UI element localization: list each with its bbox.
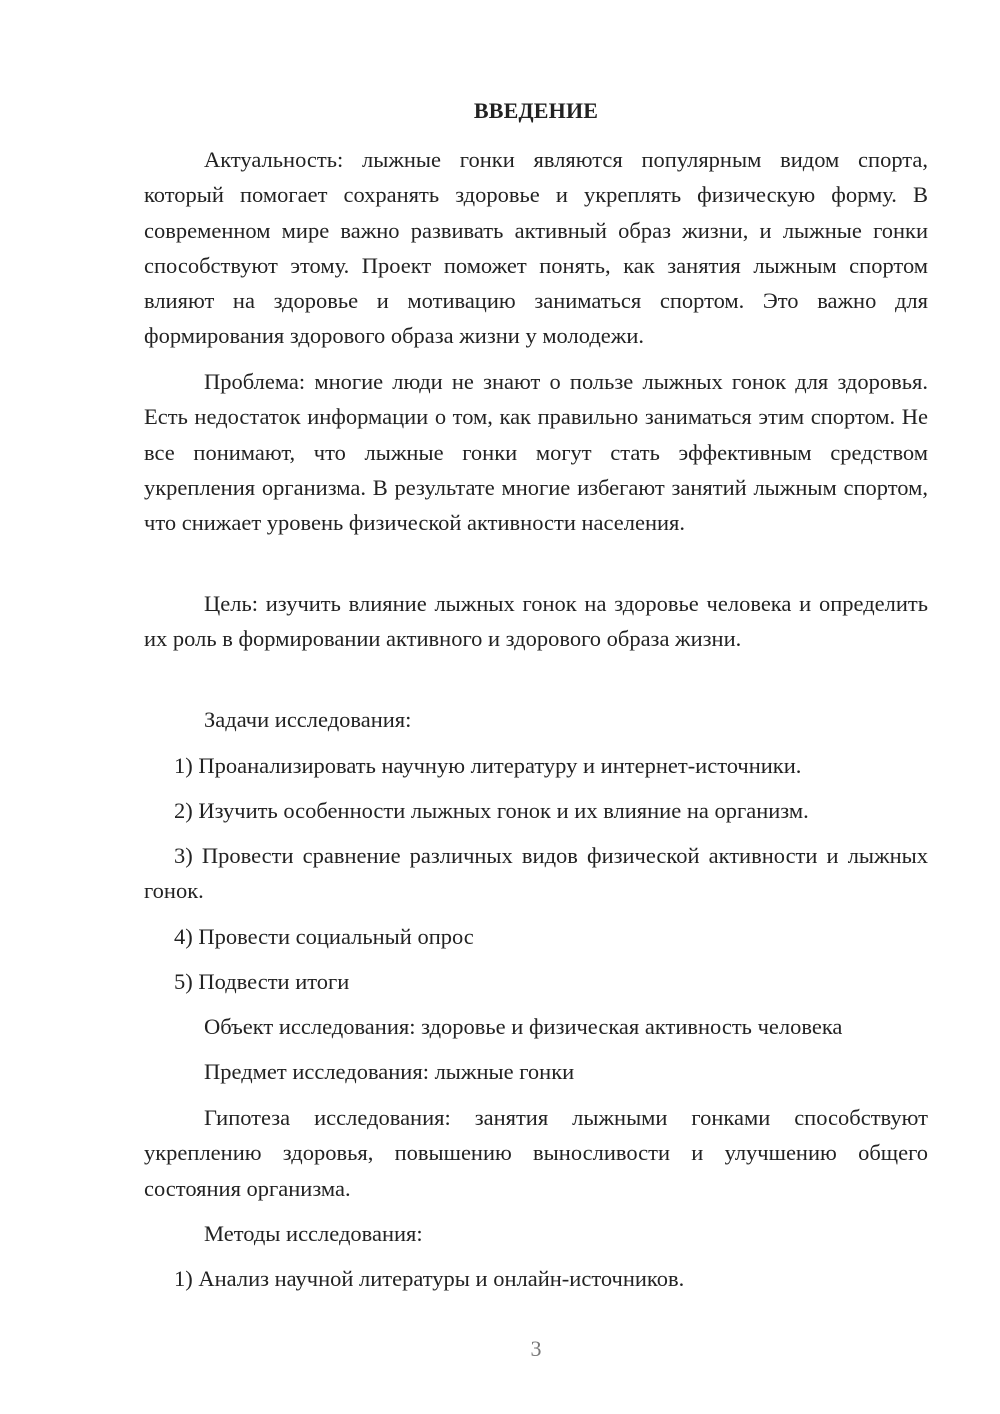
research-object: Объект исследования: здоровье и физическая активность человека xyxy=(204,1014,843,1039)
hypothesis-paragraph: Гипотеза исследования: занятия лыжными гонками способствуют укреплению здоровья, повышению выносливости и улучшению общего состояния организма. xyxy=(144,1105,928,1201)
task-item: 3) Провести сравнение различных видов физической активности и лыжных гонок. xyxy=(144,843,928,904)
tasks-heading: Задачи исследования: xyxy=(204,707,412,732)
task-item: 2) Изучить особенности лыжных гонок и их влияние на организм. xyxy=(174,798,809,823)
task-item: 5) Подвести итоги xyxy=(174,969,350,994)
goal-paragraph: Цель: изучить влияние лыжных гонок на здоровье человека и определить их роль в формировании активного и здорового образа жизни. xyxy=(144,591,928,652)
task-item: 1) Проанализировать научную литературу и интернет-источники. xyxy=(174,753,802,778)
methods-heading: Методы исследования: xyxy=(204,1221,423,1246)
research-subject: Предмет исследования: лыжные гонки xyxy=(204,1059,575,1084)
section-heading: ВВЕДЕНИЕ xyxy=(473,98,599,123)
problem-paragraph: Проблема: многие люди не знают о пользе лыжных гонок для здоровья. Есть недостаток информации о том, как правильно заниматься этим спортом. Не все понимают, что лыжные гонки могут стать эффективным средством укрепления организма. В результате многие избегают занятий лыжным спортом, что снижает уровень физической активности населения. xyxy=(144,369,928,536)
task-item: 4) Провести социальный опрос xyxy=(174,924,474,949)
page-number: 3 xyxy=(530,1336,542,1361)
method-item: 1) Анализ научной литературы и онлайн-источников. xyxy=(174,1266,685,1291)
relevance-paragraph: Актуальность: лыжные гонки являются популярным видом спорта, который помогает сохранять здоровье и укреплять физическую форму. В современном мире важно развивать активный образ жизни, и лыжные гонки способствуют этому. Проект поможет понять, как занятия лыжным спортом влияют на здоровье и мотивацию заниматься спортом. Это важно для формирования здорового образа жизни у молодежи. xyxy=(144,147,928,349)
